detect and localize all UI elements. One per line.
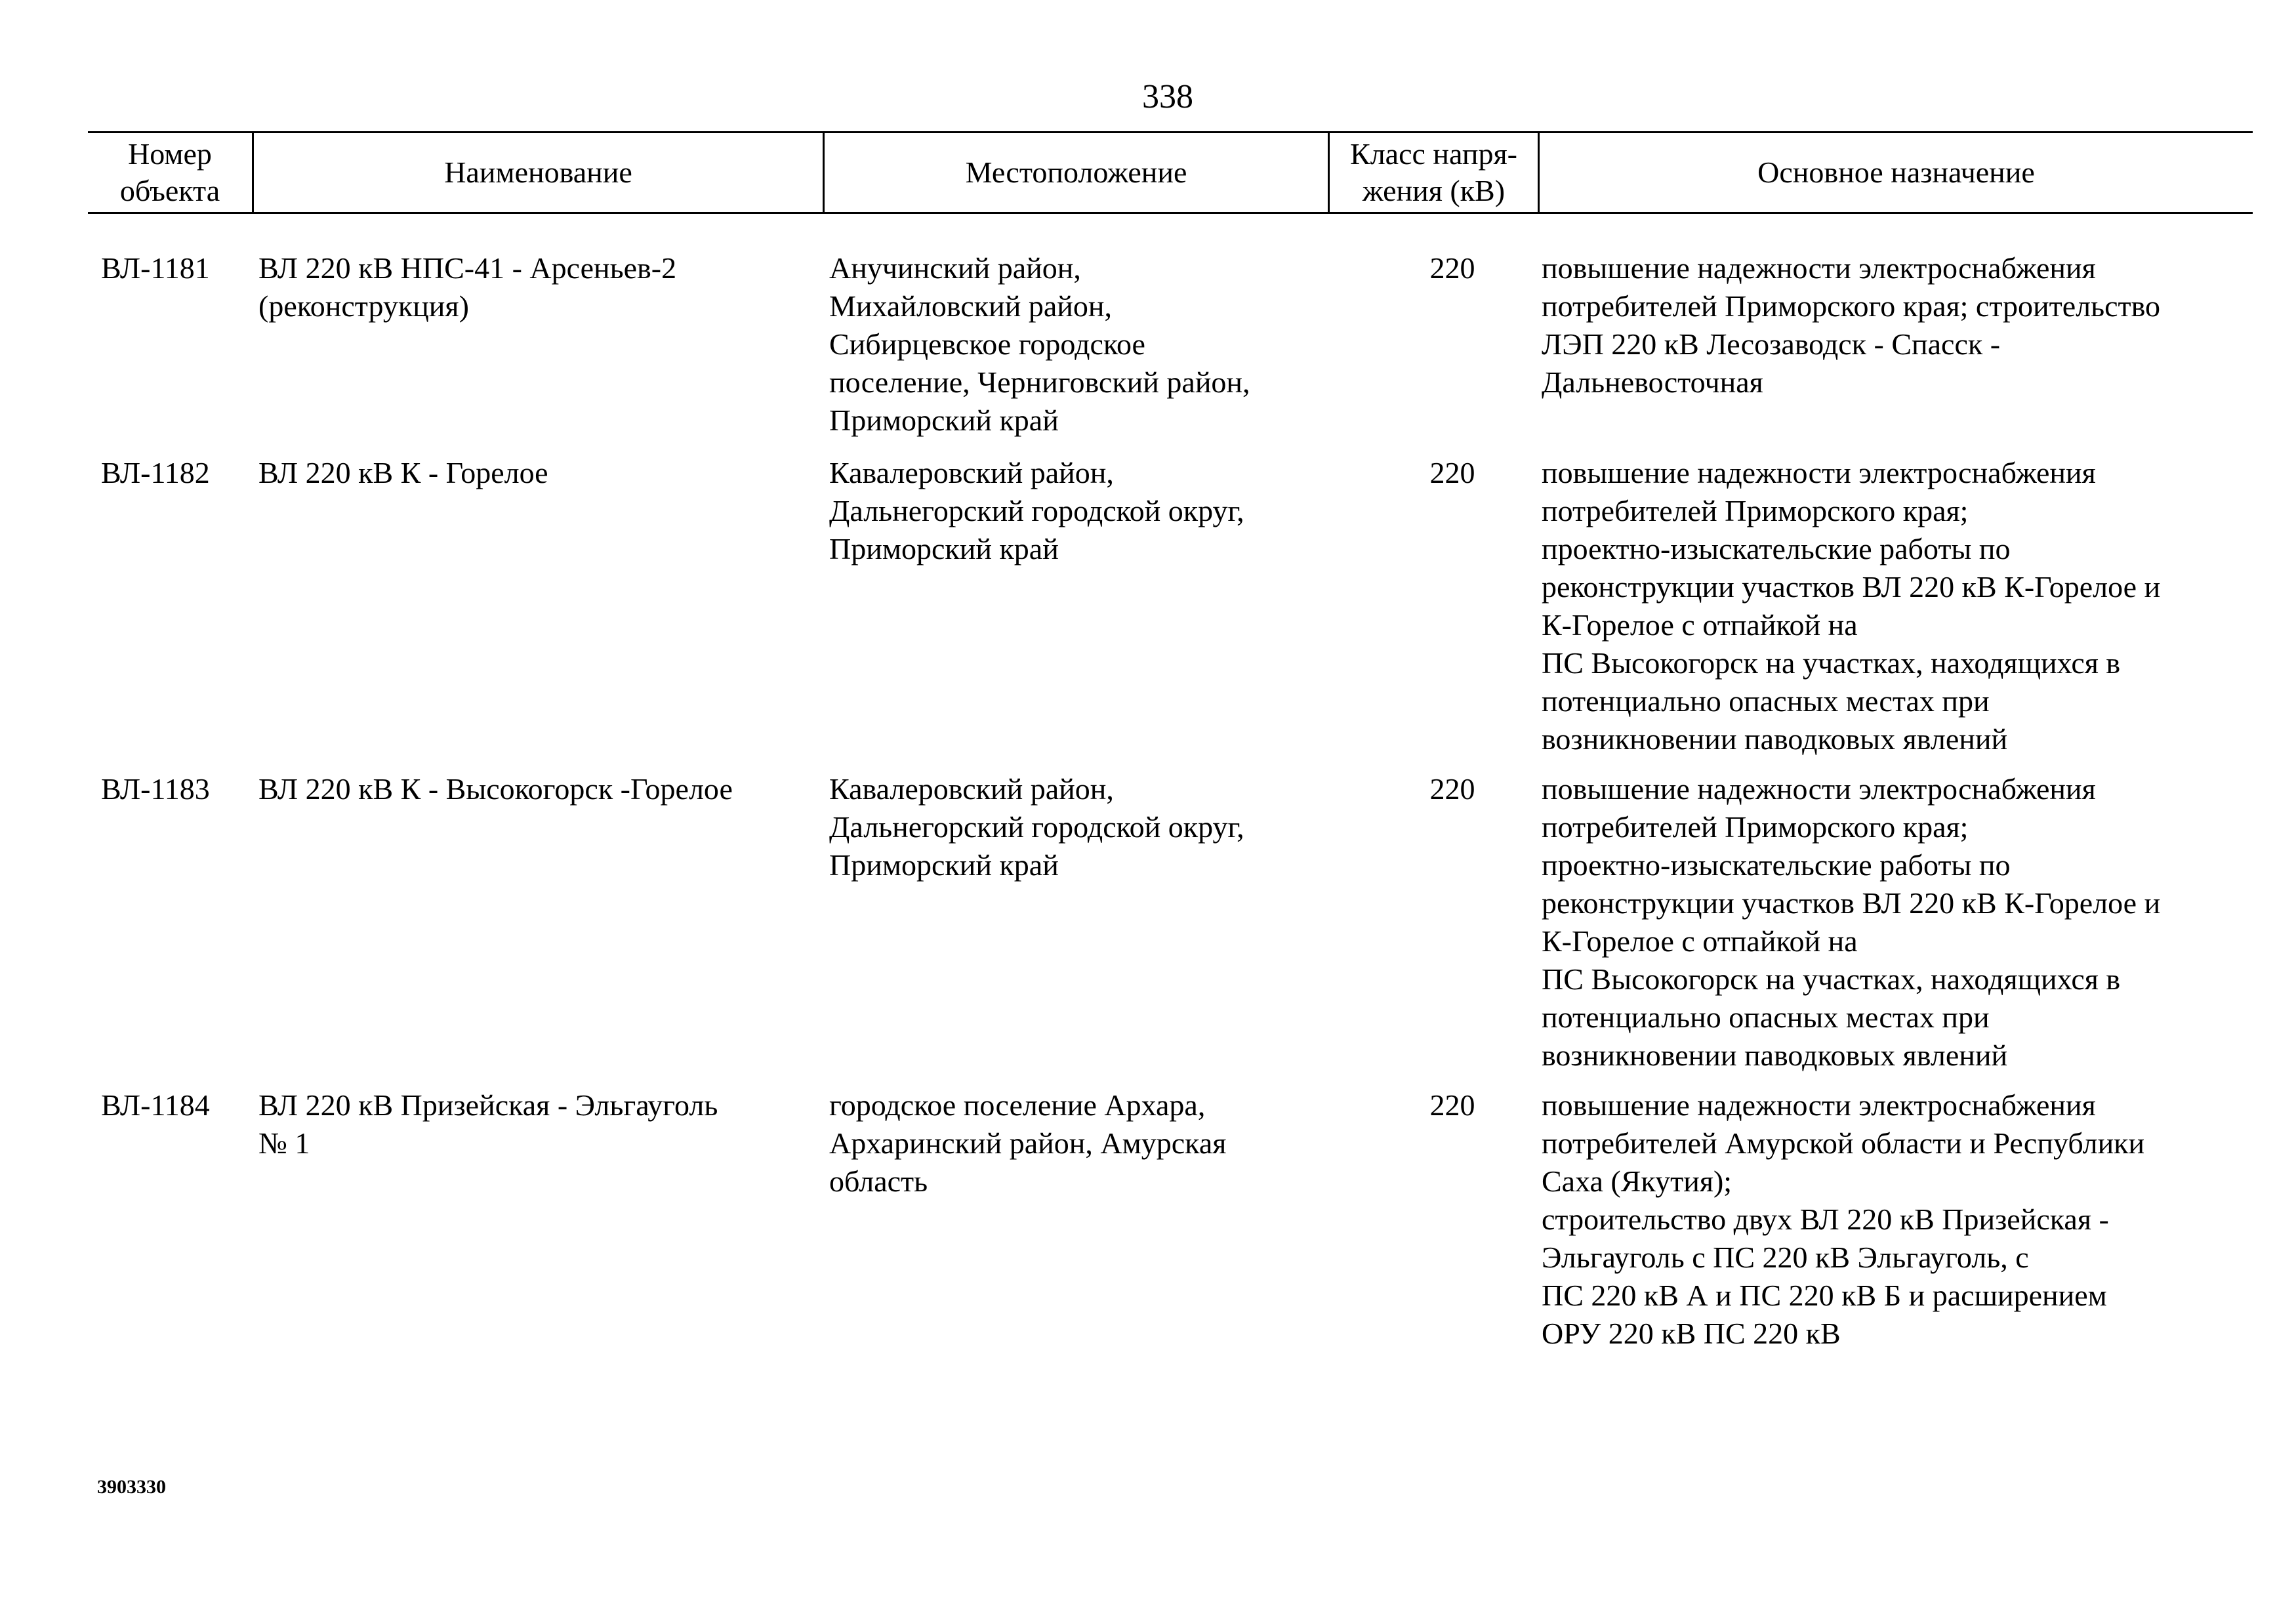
main-purpose: повышение надежности электроснабжения потребителей Приморского края; проектно-изыскательские работы по реконструкции участков ВЛ 220 кВ К-Горелое и К-Горелое с отпайкой на ПС Высокогорск на участках, находящихся в потенциально опасных местах при возникновении паводковых явлений bbox=[1542, 456, 2161, 756]
object-location: Кавалеровский район, Дальнегорский городской округ, Приморский край bbox=[829, 456, 1244, 565]
voltage-class: 220 bbox=[1429, 772, 1475, 806]
object-number: ВЛ-1183 bbox=[101, 772, 210, 806]
page-number: 338 bbox=[1142, 78, 1193, 115]
object-name: ВЛ 220 кВ Призейская - Эльгауголь № 1 bbox=[258, 1088, 718, 1160]
voltage-class: 220 bbox=[1429, 251, 1475, 285]
main-purpose: повышение надежности электроснабжения потребителей Амурской области и Республики Саха (Якутия); строительство двух ВЛ 220 кВ Призейская - Эльгауголь с ПС 220 кВ Эльгауголь, с ПС 220 кВ А и ПС 220 кВ Б и расширением ОРУ 220 кВ ПС 220 кВ bbox=[1542, 1088, 2145, 1350]
object-location: городское поселение Архара, Архаринский район, Амурская область bbox=[829, 1088, 1227, 1198]
header-main-purpose: Основное назначение bbox=[1538, 133, 2253, 212]
object-location: Анучинский район, Михайловский район, Сибирцевское городское поселение, Черниговский район, Приморский край bbox=[829, 251, 1250, 437]
main-purpose: повышение надежности электроснабжения потребителей Приморского края; проектно-изыскательские работы по реконструкции участков ВЛ 220 кВ К-Горелое и К-Горелое с отпайкой на ПС Высокогорск на участках, находящихся в потенциально опасных местах при возникновении паводковых явлений bbox=[1542, 772, 2161, 1072]
voltage-class: 220 bbox=[1429, 1088, 1475, 1122]
object-location: Кавалеровский район, Дальнегорский городской округ, Приморский край bbox=[829, 772, 1244, 882]
object-name: ВЛ 220 кВ К - Горелое bbox=[258, 456, 548, 489]
header-location: Местоположение bbox=[823, 133, 1328, 212]
header-object-number: Номер объекта bbox=[119, 137, 220, 207]
header-voltage-class: Класс напря- жения (кВ) bbox=[1328, 133, 1538, 212]
header-name: Наименование bbox=[252, 133, 823, 212]
object-number: ВЛ-1182 bbox=[101, 456, 210, 489]
voltage-class: 220 bbox=[1429, 456, 1475, 489]
object-number: ВЛ-1181 bbox=[101, 251, 210, 285]
table-header bbox=[88, 131, 2253, 214]
object-number: ВЛ-1184 bbox=[101, 1088, 210, 1122]
object-name: ВЛ 220 кВ К - Высокогорск -Горелое bbox=[258, 772, 733, 806]
main-purpose: повышение надежности электроснабжения потребителей Приморского края; строительство ЛЭП 220 кВ Лесозаводск - Спасск - Дальневосточная bbox=[1542, 251, 2160, 399]
object-name: ВЛ 220 кВ НПС-41 - Арсеньев-2 (реконструкция) bbox=[258, 251, 677, 323]
document-code: 3903330 bbox=[97, 1476, 166, 1498]
